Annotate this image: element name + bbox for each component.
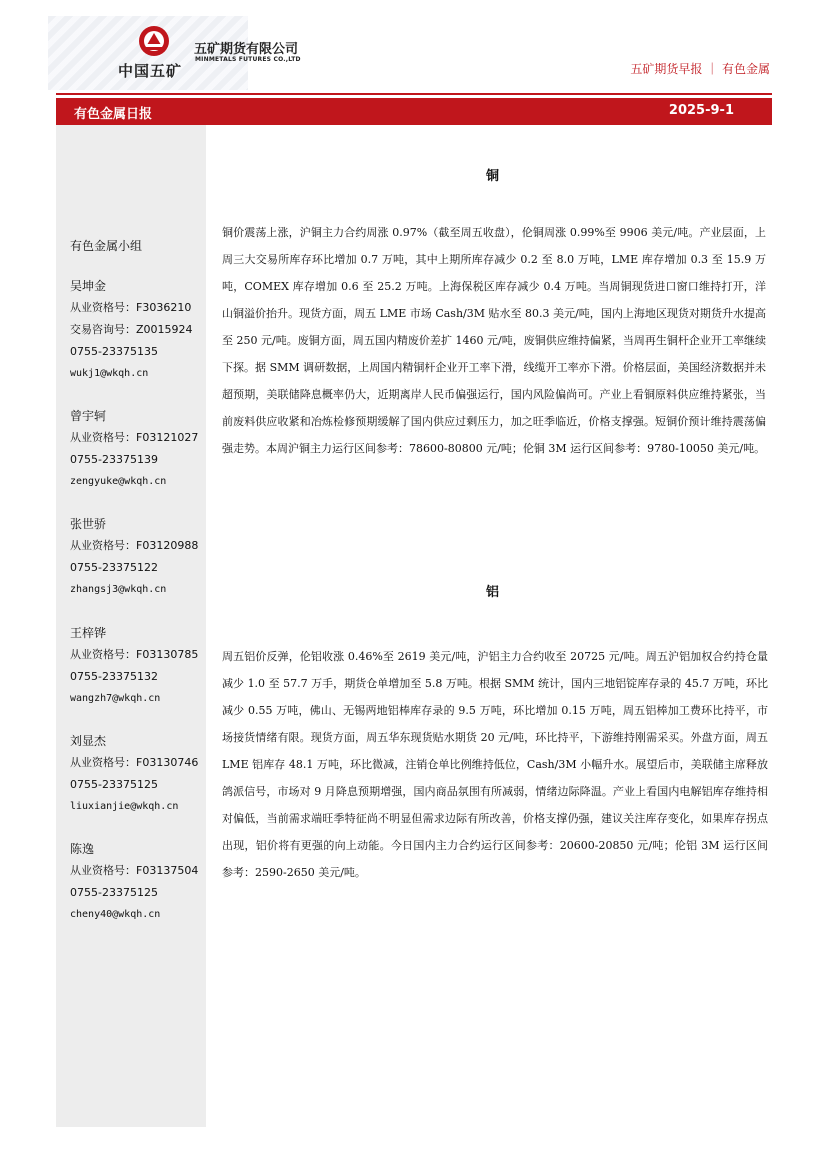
analyst-card — [70, 513, 210, 601]
analyst-email[interactable]: cheny40@wkqh.cn — [70, 909, 161, 920]
page-header — [0, 0, 826, 96]
analyst-phone: 0755-23375132 — [70, 670, 158, 683]
analyst-phone: 0755-23375125 — [70, 778, 158, 791]
company-name-en: MINMETALS FUTURES CO.,LTD — [195, 56, 301, 63]
header-divider — [56, 93, 772, 95]
analyst-card — [70, 275, 210, 385]
analyst-cert: 从业资格号：F3036210 — [70, 301, 192, 314]
analyst-sidebar — [56, 125, 206, 1127]
analyst-card — [70, 405, 210, 493]
analyst-card — [70, 622, 210, 710]
analyst-cert: 从业资格号：F03121027 — [70, 431, 199, 444]
analyst-email[interactable]: wukj1@wkqh.cn — [70, 368, 149, 379]
analyst-cert: 从业资格号：F03130746 — [70, 756, 199, 769]
report-title: 有色金属日报 — [74, 107, 153, 122]
copper-section-body: 铜价震荡上涨，沪铜主力合约周涨 0.97%（截至周五收盘），伦铜周涨 0.99%至 9906 美元/吨。产业层面，上周三大交易所库存环比增加 0.7 万吨，其中上期所库存减少 0.2 至 8.0 万吨，LME 库存增加 0.3 至 15.9 万吨，COMEX 库存增加 0.6 至 25.2 万吨。上海保税区库存减少 0.4 万吨。当周铜现货进口窗口维持打开，洋山铜溢价抬升。现货方面，周五 LME 市场 Cash/3M 贴水至 80.3 美元/吨，国内上海地区现货对期货升水提高至 250 元/吨。废铜方面，周五国内精废价差扩 1460 元/吨，废铜供应维持偏紧，当周再生铜杆企业开工率继续下探。据 SMM 调研数据，上周国内精铜杆企业开工率下滑，线缆开工率亦下滑。价格层面，美国经济数据并未超预期，美联储降息概率仍大，近期离岸人民币偏强运行，国内风险偏尚可。产业上看铜原料供应维持紧张，当前废料供应收紧和冶炼检修预期缓解了国内供应过剩压力，加之旺季临近，价格支撑强。短铜价预计维持震荡偏强走势。本周沪铜主力运行区间参考：78600-80800 元/吨；伦铜 3M 运行区间参考：9780-10050 美元/吨。 — [222, 226, 766, 455]
minmetals-logo-icon — [136, 24, 172, 58]
analyst-name: 陈逸 — [70, 842, 95, 856]
logo-text: 中国五矿 — [118, 62, 183, 80]
aluminum-section-title: 铝 — [486, 585, 500, 600]
analyst-cert: 从业资格号：F03120988 — [70, 539, 199, 552]
analyst-phone: 0755-23375135 — [70, 345, 158, 358]
analyst-name: 吴坤金 — [70, 279, 107, 293]
analyst-name: 刘显杰 — [70, 734, 107, 748]
analyst-email[interactable]: zhangsj3@wkqh.cn — [70, 584, 167, 595]
company-name-cn: 五矿期货有限公司 — [194, 42, 299, 57]
analyst-name: 王梓铧 — [70, 626, 107, 640]
analyst-cert: 从业资格号：F03137504 — [70, 864, 199, 877]
analyst-email[interactable]: wangzh7@wkqh.cn — [70, 693, 161, 704]
analyst-phone: 0755-23375139 — [70, 453, 158, 466]
analyst-cert: 从业资格号：F03130785 — [70, 648, 199, 661]
report-date: 2025-9-1 — [668, 103, 734, 118]
analyst-name: 张世骄 — [70, 517, 107, 531]
analyst-consult: 交易咨询号：Z0015924 — [70, 323, 193, 336]
analyst-phone: 0755-23375122 — [70, 561, 158, 574]
analyst-name: 曾宇轲 — [70, 409, 107, 423]
analyst-phone: 0755-23375125 — [70, 886, 158, 899]
analyst-card — [70, 730, 210, 818]
copper-section-title: 铜 — [486, 169, 500, 184]
aluminum-section-body: 周五铝价反弹，伦铝收涨 0.46%至 2619 美元/吨，沪铝主力合约收至 20725 元/吨。周五沪铝加权合约持仓量减少 1.0 至 57.7 万手，期货仓单增加至 5.8 万吨。根据 SMM 统计，国内三地铝锭库存录的 45.7 万吨，环比减少 0.55 万吨，佛山、无锡两地铝棒库存录的 9.5 万吨，环比增加 0.15 万吨，周五铝棒加工费环比持平，市场接货情绪有限。现货方面，周五华东现货贴水期货 20 元/吨，环比持平，下游维持刚需采买。外盘方面，周五 LME 铝库存 48.1 万吨，环比微减，注销仓单比例维持低位，Cash/3M 小幅升水。展望后市，美联储主席释放鸽派信号，市场对 9 月降息预期增强，国内商品氛围有所减弱，情绪边际降温。产业上看国内电解铝库存维持相对偏低，当前需求端旺季特征尚不明显但需求边际有所改善，价格支撑仍强，建议关注库存变化，如果库存拐点出现，铝价将有更强的向上动能。今日国内主力合约运行区间参考：20600-20850 元/吨；伦铝 3M 运行区间参考：2590-2650 美元/吨。 — [222, 650, 768, 879]
analyst-email[interactable]: liuxianjie@wkqh.cn — [70, 801, 179, 812]
report-category: 五矿期货早报 ｜ 有色金属 — [630, 62, 770, 76]
analyst-email[interactable]: zengyuke@wkqh.cn — [70, 476, 167, 487]
group-title: 有色金属小组 — [70, 239, 143, 253]
title-bar — [56, 98, 772, 125]
analyst-card — [70, 838, 210, 926]
